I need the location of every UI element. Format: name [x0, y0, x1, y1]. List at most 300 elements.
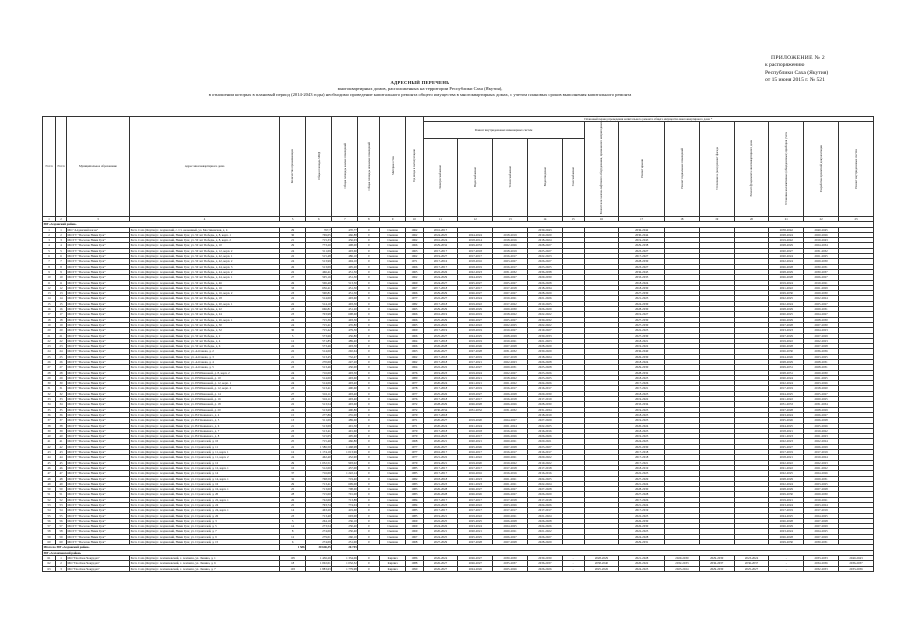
table-cell: Респ. Саха (Якутия) г. Алданский, Нижн Граг, ул. Н.Г.Кошевого, д. 7 [130, 428, 280, 433]
table-cell: 60 [43, 540, 56, 545]
table-cell: 2027-2028 [458, 540, 493, 545]
table-cell: 2017-2017 [458, 254, 493, 259]
table-cell: МО ГТ "Поселок Нижн Граг" [66, 450, 129, 455]
table-cell: 2 [56, 561, 67, 566]
table-cell: 2020-2024 [423, 381, 458, 386]
table-cell: 247,20 [332, 359, 358, 364]
table-cell: 2026-2024 [423, 555, 458, 560]
table-cell: 2028-2029 [769, 307, 804, 312]
table-cell: 2024-2025 [804, 513, 839, 518]
table-cell: 2038-2042 [769, 227, 804, 232]
table-cell: 0 [358, 375, 380, 380]
table-cell: 20 [56, 328, 67, 333]
table-cell: Респ. Саха (Якутия) г. Алданский, Нижн Граг, ул. Алтанова, д. 4 [130, 359, 280, 364]
table-cell: 2030-2032 [527, 317, 562, 322]
table-cell: Смешан [380, 238, 406, 243]
table-cell: Смешан [380, 248, 406, 253]
table-cell: 12 [280, 450, 306, 455]
table-cell: Респ. Саха (Якутия) г. Алданский, Нижн Граг, ул. Р.Н.Ивановой, д. 8, корп. 2 [130, 370, 280, 375]
table-cell: 2027-2029 [619, 476, 665, 481]
table-cell: 1982 [406, 476, 423, 481]
table-cell: 2021-2025 [804, 375, 839, 380]
table-cell: 56 [56, 518, 67, 523]
table-cell: 2026-2026 [458, 344, 493, 349]
table-cell: 0 [358, 513, 380, 518]
table-cell: 2019-2023 [619, 434, 665, 439]
table-cell: 2017-2018 [423, 301, 458, 306]
table-cell: 277,86 [306, 412, 332, 417]
column-number: 9 [380, 216, 406, 221]
table-cell: 23 [280, 386, 306, 391]
table-cell: 2028-2030 [804, 317, 839, 322]
table-cell: 2028-2031 [804, 359, 839, 364]
table-cell: 49 [56, 481, 67, 486]
table-cell: 490,60 [332, 386, 358, 391]
table-cell: 2018-2020 [804, 386, 839, 391]
table-cell: 2028-2029 [769, 359, 804, 364]
table-cell: 41 [56, 439, 67, 444]
table-cell: 2021-2022 [769, 465, 804, 470]
header-water: Водоснабжение [458, 138, 493, 216]
table-cell: 716,00 [306, 370, 332, 375]
column-number: 11 [423, 216, 458, 221]
table-cell: 1965 [406, 307, 423, 312]
table-cell: 2025-2029 [423, 317, 458, 322]
table-cell: 2017-2018 [619, 450, 665, 455]
table-cell: 2017-2018 [423, 397, 458, 402]
table-cell: 2019-2021 [493, 338, 528, 343]
table-cell: 2016-2017 [527, 386, 562, 391]
table-cell: 2026-2028 [423, 487, 458, 492]
table-cell: 2029-2030 [804, 291, 839, 296]
table-cell: 2027-2029 [527, 418, 562, 423]
table-cell: Смешан [380, 370, 406, 375]
table-cell: Смешан [380, 418, 406, 423]
table-cell: 2026-2028 [423, 344, 458, 349]
table-cell: 42 [43, 444, 56, 449]
table-cell: 2023-2026 [804, 381, 839, 386]
table-cell: 1985 [406, 471, 423, 476]
table-cell: 2018-2019 [493, 248, 528, 253]
table-cell: 486,10 [332, 254, 358, 259]
table-cell: 28 [280, 492, 306, 497]
table-cell: 2036-2037 [699, 561, 734, 566]
table-cell: МО ГТ "Поселок Нижн Граг" [66, 481, 129, 486]
table-cell: Смешан [380, 428, 406, 433]
table-cell: МО ГТ "Поселок Нижн Граг" [66, 333, 129, 338]
table-cell: Смешан [380, 518, 406, 523]
table-cell: 2018-2021 [769, 428, 804, 433]
table-cell: 2017-2018 [527, 497, 562, 502]
table-cell: 2027-2028 [493, 540, 528, 545]
table-cell: 1 [56, 227, 67, 232]
table-cell: 2024-2027 [493, 418, 528, 423]
table-cell: 8 [280, 529, 306, 534]
table-cell: 466,88 [332, 232, 358, 237]
table-cell: 2026-2028 [527, 359, 562, 364]
table-cell: 2027-2028 [458, 349, 493, 354]
table-cell: 2017-2018 [493, 354, 528, 359]
table-cell: 2018-2014 [458, 238, 493, 243]
table-cell: 2029-2029 [423, 291, 458, 296]
table-cell: 27 [280, 391, 306, 396]
table-cell: 2019-2021 [423, 513, 458, 518]
table-cell: 28 [43, 370, 56, 375]
table-cell: 0 [358, 344, 380, 349]
table-cell: 50 [56, 487, 67, 492]
table-cell: 2018-2019 [458, 328, 493, 333]
table-cell: 2028-2029 [584, 555, 619, 560]
table-cell: 479,50 [332, 328, 358, 333]
table-cell: 2025-2027 [423, 333, 458, 338]
table-cell: 2024-2027 [804, 312, 839, 317]
table-cell: 1966 [406, 291, 423, 296]
table-cell: 2024-2026 [527, 503, 562, 508]
table-cell: 2026-2028 [769, 344, 804, 349]
table-cell: 2019-2027 [527, 328, 562, 333]
table-cell: 2018-2019 [527, 412, 562, 417]
table-cell: Респ. Саха (Якутия) г. Алданский, Нижн Граг, ул. Алтанова, д. 2 [130, 349, 280, 354]
table-cell: МО ГТ "Поселок Нижн Граг" [66, 365, 129, 370]
table-cell: МО ГТ "Поселок Нижн Граг" [66, 497, 129, 502]
table-cell: 2028-2029 [769, 243, 804, 248]
table-cell: 2021-2026 [527, 296, 562, 301]
table-cell: Респ. Саха (Якутия) г. Алданский, Нижн Граг, ул. Строителей, д. 16, корп. 1 [130, 487, 280, 492]
table-cell: Смешан [380, 243, 406, 248]
table-cell: 514,00 [306, 296, 332, 301]
table-cell: 2026-2027 [423, 561, 458, 566]
table-cell: 2017-2017 [458, 497, 493, 502]
table-cell: Смешан [380, 285, 406, 290]
table-cell: 703,98 [306, 312, 332, 317]
table-cell: 2036-2040 [619, 349, 665, 354]
table-cell: 715,41 [306, 322, 332, 327]
table-cell: Смешан [380, 476, 406, 481]
table-cell: 2022-2025 [619, 513, 665, 518]
table-cell: Респ. Саха (Якутия) г. Алданский, Нижн Граг, ул. 50 лет Победы, д. 30 [130, 322, 280, 327]
table-cell: 14 [43, 296, 56, 301]
table-cell: 463,20 [306, 508, 332, 513]
table-cell: 698,60 [332, 312, 358, 317]
table-cell: 1962 [406, 254, 423, 259]
table-cell: 24 [280, 248, 306, 253]
table-cell: 22 [43, 338, 56, 343]
table-cell: 0 [358, 349, 380, 354]
table-cell: 53 [43, 503, 56, 508]
column-number: 7 [332, 216, 358, 221]
table-cell: Респ. Саха (Якутия) г. Алданский, Нижн Граг, ул. Р.Н.Ивановой, д. 16 [130, 397, 280, 402]
table-cell: 2028-2032 [619, 370, 665, 375]
table-cell: МО ГТ "Поселок Нижн Граг" [66, 328, 129, 333]
table-cell: 708,00 [332, 487, 358, 492]
table-cell: 29 [280, 227, 306, 232]
table-cell: 2028-2029 [458, 307, 493, 312]
table-cell: 2029-2030 [493, 307, 528, 312]
table-cell: МО ГТ "Поселок Нижн Граг" [66, 381, 129, 386]
header-wall-material: Материал стен [380, 117, 406, 217]
table-cell: 513,41 [306, 386, 332, 391]
table-cell: 1978 [406, 386, 423, 391]
table-cell: 2020-2021 [493, 455, 528, 460]
table-cell: 2030-2034 [423, 407, 458, 412]
table-cell: 30 [280, 328, 306, 333]
table-cell: 1984 [406, 503, 423, 508]
table-cell: 719,40 [332, 476, 358, 481]
table-cell: МО ГТ "Поселок Нижн Граг" [66, 386, 129, 391]
table-cell: МО "Алданский нагон" [66, 227, 129, 232]
table-cell: 29 [43, 375, 56, 380]
table-cell: 2017-2018 [423, 338, 458, 343]
table-cell: 38 [56, 423, 67, 428]
table-cell: 24 [280, 370, 306, 375]
table-cell: 22 [56, 338, 67, 343]
table-cell: 24 [280, 317, 306, 322]
table-cell: 2019-2022 [619, 397, 665, 402]
table-cell: 0 [358, 275, 380, 280]
table-cell: 9 [56, 269, 67, 274]
table-cell: 2030-2033 [527, 333, 562, 338]
table-cell: 0 [358, 444, 380, 449]
table-cell: 2019-2021 [804, 497, 839, 502]
table-cell: 27 [280, 275, 306, 280]
table-cell: 2025-2026 [804, 423, 839, 428]
table-cell: 42 [56, 444, 67, 449]
table-cell: Респ. Саха (Якутия) г. Алданский, Нижн Граг, ул. Строителей, д. 10 [130, 439, 280, 444]
table-cell: 1971 [406, 259, 423, 264]
table-cell: 2018-2019 [458, 264, 493, 269]
register-sheet [42, 116, 874, 572]
table-cell: 2021-2023 [458, 481, 493, 486]
table-cell: 2022-2027 [423, 296, 458, 301]
table-cell: 1983 [406, 481, 423, 486]
table-cell: 2026-2026 [493, 434, 528, 439]
table-cell: 2022-2025 [527, 423, 562, 428]
table-cell: 466,41 [306, 269, 332, 274]
table-cell: 2040-2045 [804, 227, 839, 232]
table-cell: 513,09 [306, 264, 332, 269]
document-subtitle-1: многоквартирных домов, расположенных на территории Республики Саха (Якутия), [337, 85, 503, 91]
table-cell: Смешан [380, 444, 406, 449]
table-cell: 13 [280, 418, 306, 423]
table-cell: 0 [358, 307, 380, 312]
table-cell: 2026-2030 [769, 349, 804, 354]
table-cell: Респ. Саха (Якутия) г. Алданский, Нижн Граг, ул. Строителей, д. 5 [130, 524, 280, 529]
table-cell: Смешан [380, 529, 406, 534]
table-cell: 0 [358, 232, 380, 237]
table-cell: 1971 [406, 423, 423, 428]
table-row [43, 566, 874, 571]
table-cell: 2020-2022 [619, 561, 665, 566]
table-cell: Респ. Саха (Якутия) г. Алданский, Нижн Граг, ул. 50 лет Победы, д. 42, корп. 2 [130, 259, 280, 264]
table-cell: 2024-2028 [619, 534, 665, 539]
table-cell: 0 [358, 370, 380, 375]
table-cell: 18 [280, 561, 306, 566]
table-cell: 2026-2028 [527, 518, 562, 523]
table-cell: 2022-2027 [458, 365, 493, 370]
column-number: 5 [280, 216, 306, 221]
table-cell: 52 [56, 497, 67, 502]
table-cell: 769,05 [306, 232, 332, 237]
table-cell: 2024-2025 [423, 534, 458, 539]
table-cell: 2019-2022 [619, 344, 665, 349]
header-internal-systems: Ремонт внутридомовых систем [838, 122, 873, 217]
header-engineering-group: Ремонт внутридомовых инженерных систем [423, 122, 584, 139]
table-cell: 2026-2029 [804, 444, 839, 449]
table-cell: 506,40 [306, 280, 332, 285]
table-cell: 273,54 [306, 524, 332, 529]
table-cell: Респ. Саха (Якутия) г. Алданский, Нижн Граг, ул. Строителей, д. 12 [130, 460, 280, 465]
table-cell: 12 [280, 534, 306, 539]
table-cell: 2016-2016 [493, 471, 528, 476]
table-cell: 2029-2030 [769, 540, 804, 545]
table-cell: 5 [43, 248, 56, 253]
table-cell: 490,80 [332, 407, 358, 412]
table-cell: 2026-2027 [423, 444, 458, 449]
column-number: 10 [406, 216, 423, 221]
table-cell: 6 [280, 540, 306, 545]
table-cell: 0 [358, 328, 380, 333]
table-cell: Смешан [380, 386, 406, 391]
table-cell: 493,30 [332, 370, 358, 375]
table-cell: 41 [43, 439, 56, 444]
table-cell: 2022-2024 [769, 381, 804, 386]
table-cell: Респ. Саха (Якутия) г. Алданский, Нижн Граг, ул. Строителей, д. 24 [130, 503, 280, 508]
table-cell: 2025-2025 [458, 518, 493, 523]
table-cell: 0 [358, 391, 380, 396]
header-living-area: Общая площадь жилых помещений [332, 117, 358, 217]
table-cell: 2019-2022 [527, 460, 562, 465]
table-cell: 2025-2027 [804, 391, 839, 396]
table-cell: 2026-2028 [493, 518, 528, 523]
table-cell: Смешан [380, 391, 406, 396]
table-cell: 2026-2027 [423, 566, 458, 571]
table-cell: Респ. Саха (Якутия) г. Алданский, Нижн Граг, ул. 50 лет Победы, д. 12, корп. 2 [130, 248, 280, 253]
table-cell: 0 [358, 524, 380, 529]
table-cell: 2030-2030 [493, 555, 528, 560]
table-cell: 1968 [406, 540, 423, 545]
table-cell: 1 032,51 [306, 460, 332, 465]
table-cell: 2025-2030 [619, 444, 665, 449]
table-cell: 2020-2021 [493, 439, 528, 444]
table-cell: 5 [280, 333, 306, 338]
table-cell: 1977 [406, 296, 423, 301]
table-cell: Респ. Саха (Якутия) г. Алданский, Нижн Граг, ул. 50 лет Победы, д. 16 [130, 285, 280, 290]
table-cell: 2023-2023 [769, 328, 804, 333]
table-cell: 2021-2022 [804, 465, 839, 470]
table-cell: 2029-2030 [527, 391, 562, 396]
table-cell: 2021-2023 [527, 338, 562, 343]
table-cell: 715,36 [306, 317, 332, 322]
table-cell: 43 [43, 450, 56, 455]
table-cell: 1982 [406, 301, 423, 306]
table-cell: 2021-2023 [423, 481, 458, 486]
table-cell: 2029-2030 [699, 566, 734, 571]
table-cell: 1986 [406, 555, 423, 560]
table-cell: 16 [43, 307, 56, 312]
table-cell: 2026-2028 [804, 418, 839, 423]
table-cell: 0 [358, 333, 380, 338]
table-cell: 2017-2018 [423, 285, 458, 290]
table-cell: 1984 [406, 497, 423, 502]
table-cell: 1963 [406, 349, 423, 354]
table-cell: 1972 [406, 402, 423, 407]
table-cell: 2016-2016 [527, 471, 562, 476]
table-cell: 2026-2026 [527, 434, 562, 439]
table-cell: 51 [43, 492, 56, 497]
table-cell: 29 [280, 460, 306, 465]
table-cell: 54 [56, 508, 67, 513]
table-cell: 1988 [406, 561, 423, 566]
table-cell: Респ. Саха (Якутия) г. Алданский, Нижн Граг, ул. Р.Н.Ивановой, д. 12, корп. 1 [130, 381, 280, 386]
table-cell: 2036-2037 [734, 561, 769, 566]
table-cell: 2019-2022 [804, 428, 839, 433]
table-cell: 573,46 [306, 344, 332, 349]
table-cell: 2024-2026 [527, 381, 562, 386]
table-cell: 2022-2025 [769, 471, 804, 476]
table-cell: 666,81 [306, 307, 332, 312]
table-cell: МО ГТ "Поселок Нижн Граг" [66, 412, 129, 417]
table-cell: 513,99 [306, 259, 332, 264]
table-cell: МО ГТ "Поселок Нижн Граг" [66, 375, 129, 380]
table-cell: 495,20 [332, 264, 358, 269]
column-number: 13 [493, 216, 528, 221]
column-number: 23 [838, 216, 873, 221]
table-cell: 24 [280, 407, 306, 412]
table-cell: 2039-2043 [527, 227, 562, 232]
table-cell: 62 [43, 561, 56, 566]
table-cell: 250,40 [332, 524, 358, 529]
header-address: Адрес многоквартирного дома [130, 117, 280, 217]
table-cell: 1966 [406, 264, 423, 269]
table-cell: 2021-2021 [493, 476, 528, 481]
table-cell: 2027-2030 [619, 291, 665, 296]
table-cell: 2017-2018 [619, 455, 665, 460]
table-cell: 22 [280, 434, 306, 439]
table-cell: 2017-2018 [423, 359, 458, 364]
table-cell: 2029-2029 [423, 307, 458, 312]
table-cell: 11 [43, 280, 56, 285]
table-cell: 2020-2022 [527, 455, 562, 460]
table-cell: МО ГТ "Поселок Нижн Граг" [66, 296, 129, 301]
table-cell: Респ. Саха (Якутия) г. Алданский, Нижн Граг, ул. 50 лет Победы, д. 26, корп. 1 [130, 317, 280, 322]
table-cell: 59 [56, 534, 67, 539]
table-cell: Респ. Саха (Якутия) г. Алданский, Нижн Граг, ул. 50 лет Победы, д. 8, корп. 1 [130, 232, 280, 237]
table-cell: 514,00 [306, 375, 332, 380]
table-cell: Респ. Саха (Якутия) г. Алданский, Нижн Граг, ул. Р.Н.Ивановой, д. 10 [130, 375, 280, 380]
table-cell: 2027-2029 [804, 534, 839, 539]
table-cell: 1 [43, 227, 56, 232]
table-cell: 2020-2027 [423, 418, 458, 423]
table-cell: МО ГТ "Поселок Нижн Граг" [66, 280, 129, 285]
table-cell: 279,01 [306, 534, 332, 539]
table-cell: 12 [43, 285, 56, 290]
table-cell: 1969 [406, 529, 423, 534]
table-cell: 2022-2027 [493, 370, 528, 375]
table-cell: 462,40 [306, 455, 332, 460]
table-cell: 2016-2019 [458, 312, 493, 317]
table-cell: 25 [43, 354, 56, 359]
table-cell: 30 [280, 232, 306, 237]
table-cell: 58 [56, 529, 67, 534]
table-cell: 2018-2025 [619, 412, 665, 417]
table-cell: 0 [358, 322, 380, 327]
table-cell: 2025-2026 [493, 566, 528, 571]
table-cell: 2021-2024 [527, 513, 562, 518]
table-cell: МО ГТ "Поселок Нижн Граг" [66, 259, 129, 264]
table-cell: 2032-2033 [804, 566, 839, 571]
table-cell: 2031-2032 [493, 269, 528, 274]
table-cell: Кирпич [380, 561, 406, 566]
